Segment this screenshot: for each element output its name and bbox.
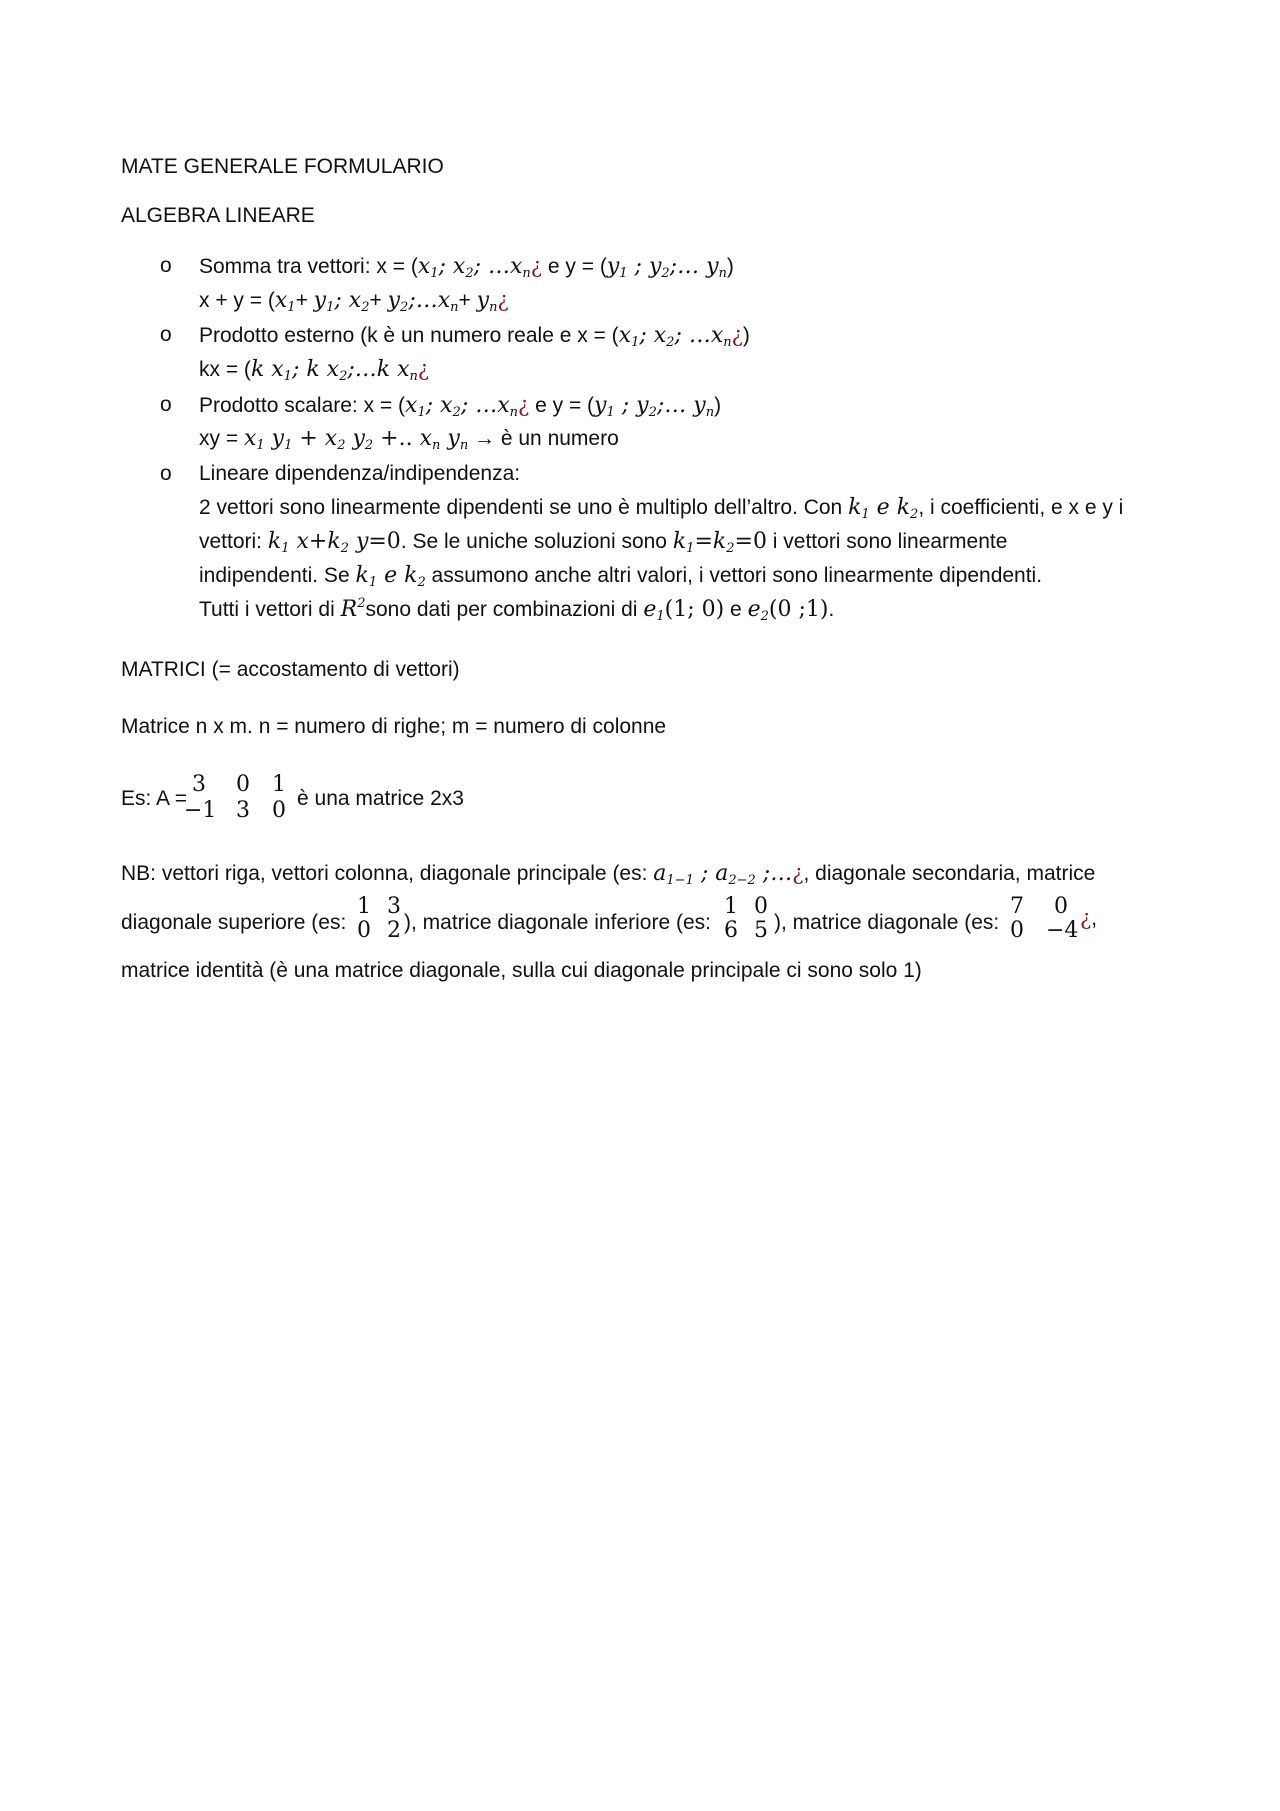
bullet-marker: o [160, 254, 172, 277]
section-algebra-lineare: ALGEBRA LINEARE [121, 204, 315, 227]
dipendenza-line-4: Tutti i vettori di $R^2sono$ dati per combinazioni di $e_1(1$; 0) e $e_2(0$ ;1). [199, 596, 835, 624]
matrix-cell: −4 [1046, 918, 1079, 943]
matrix-cell: 0 [236, 772, 250, 797]
prodotto-esterno-line: Prodotto esterno (k è un numero reale e $x = (x_1$; $x_2$; $\dots x_n¿$) [199, 323, 750, 350]
matrix-cell: 3 [192, 772, 206, 797]
dipendenza-heading: Lineare dipendenza/indipendenza: [199, 462, 521, 485]
example-suffix: è una matrice 2x3 [297, 787, 464, 810]
matrix-cell: 0 [1054, 894, 1068, 919]
doc-title: MATE GENERALE FORMULARIO [121, 155, 444, 178]
matrix-definition: Matrice n x m. n = numero di righe; m = numero di colonne [121, 715, 667, 738]
example-label: Es: A = [121, 787, 187, 810]
matrix-cell: −1 [184, 798, 217, 823]
nb-line-1: NB: vettori riga, vettori colonna, diagonale principale (es: $a_{1-1}$ ; $a_{2-2}$ ;…¿, diagonale secondaria, matrice [121, 861, 1096, 888]
matrix-cell: 0 [357, 918, 371, 943]
matrix-cell: 1 [724, 894, 738, 919]
matrix-cell: 3 [236, 798, 250, 823]
matrix-cell: 0 [1010, 918, 1024, 943]
lower-diagonal-matrix [716, 894, 776, 950]
matrix-cell: 0 [272, 798, 286, 823]
nb-upper-label: diagonale superiore (es: [121, 911, 347, 934]
somma-formula-line: $x + y = (x_1+ y_1$; $x_2+$ $y_2;\dots x_n+$ $y_n¿$ [199, 288, 509, 315]
bullet-marker: o [160, 462, 172, 485]
matrix-cell: 0 [754, 894, 768, 919]
prodotto-scalare-line: Prodotto scalare: $x = (x_1$; $x_2$; $\dots x_n¿$ e $y = (y_1$ ; $y_2;\dots$ $y_n$) [199, 393, 722, 420]
section-matrici: MATRICI (= accostamento di vettori) [121, 658, 460, 681]
bullet-marker: o [160, 323, 172, 346]
dipendenza-line-2: vettori: $k_1$ $x+k_2$ y=0. Se le uniche soluzioni sono $k_1=k_2=0$ i vettori sono linearmente [199, 529, 1008, 556]
nb-line-3: matrice identità (è una matrice diagonale, sulla cui diagonale principale ci sono solo 1) [121, 959, 922, 982]
nb-diag-label: ), matrice diagonale (es: [774, 911, 1000, 934]
dipendenza-line-1: 2 vettori sono linearmente dipendenti se uno è multiplo dell’altro. Con $k_1$ e $k_2$, i coefficienti, e x e y i [199, 495, 1124, 522]
matrix-cell: 1 [272, 772, 286, 797]
matrix-cell: 1 [357, 894, 371, 919]
matrix-cell: 7 [1010, 894, 1024, 919]
matrix-cell: 3 [387, 894, 401, 919]
diagonal-matrix [1002, 894, 1086, 950]
upper-diagonal-matrix [349, 894, 409, 950]
prodotto-esterno-formula: kx = (k $x_1$; k $x_2;\dots k$ $x_n¿$ [199, 357, 430, 384]
example-matrix [184, 772, 300, 828]
nb-diag-end: ¿, [1080, 906, 1098, 930]
matrix-cell: 2 [387, 918, 401, 943]
dipendenza-line-3: indipendenti. Se $k_1$ e $k_2$ assumono anche altri valori, i vettori sono linearmente dipendenti. [199, 563, 1043, 590]
nb-lower-label: ), matrice diagonale inferiore (es: [404, 911, 711, 934]
matrix-cell: 6 [724, 918, 738, 943]
matrix-cell: 5 [754, 918, 768, 943]
prodotto-scalare-formula: xy = $x_1$ $y_1 + x_2$ $y_2$ +.. $x_n$ $y_n$ → è un numero [199, 426, 619, 453]
bullet-marker: o [160, 393, 172, 416]
somma-vettori-line: Somma tra vettori: $x = (x_1$; $x_2$; $\dots x_n¿$ e $y = (y_1$ ; $y_2;\dots$ $y_n$) [199, 254, 734, 281]
